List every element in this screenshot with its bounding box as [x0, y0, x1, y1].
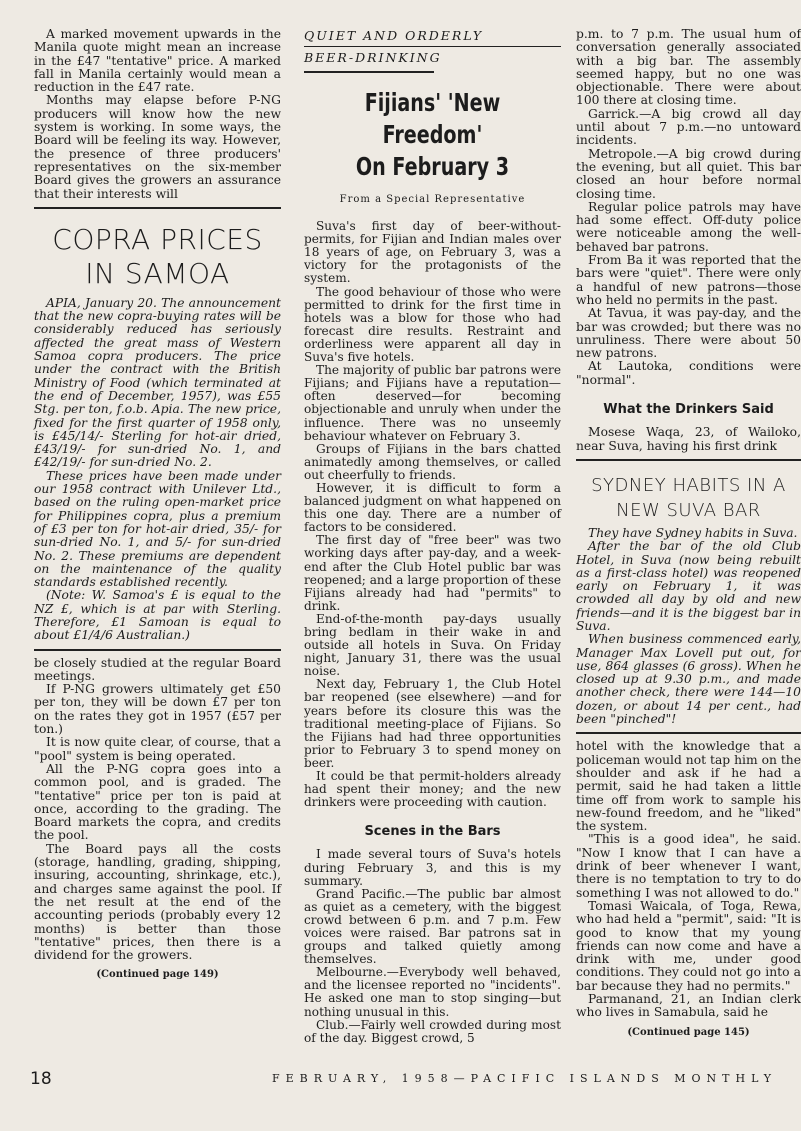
copra-paragraph: These prices have been made under our 1958 contract with Unilever Ltd., based on the ruling open-market price for Philippines copra, plus a premium of £3 per ton for hot-air dried, 35/- for sun-dried No. 1, and 5/- for sun-dried No. 2. These premiums are dependent on the maintenance of the quality standards established recently. — [34, 468, 281, 590]
headline-line-2: On February 3 — [355, 152, 510, 181]
body-paragraph: At Lautoka, conditions were "normal". — [576, 359, 801, 387]
body-paragraph: Grand Pacific.—The public bar almost as quiet as a cemetery, with the biggest crowd between 6 p.m. and 7 p.m. Few voices were raised. Bar patrons sat in groups and talked quietly among themselves. — [304, 886, 561, 967]
body-paragraph: p.m. to 7 p.m. The usual hum of conversation generally associated with a big bar. The assembly seemed happy, but no one was objectionable. There were about 100 there at closing time. — [576, 28, 801, 108]
body-paragraph: Tomasi Waicala, of Toga, Rewa, who had held a "permit", said: "It is good to know that my young friends can now come and have a drink with me, under good conditions. They could not go into a bar because they had no permits." — [576, 898, 801, 993]
rule — [34, 649, 281, 651]
body-paragraph: Melbourne.—Everybody well behaved, and the licensee reported no "incidents". He asked one man to stop singing—but nothing unusual in this. — [304, 965, 561, 1019]
body-paragraph: End-of-the-month pay-days usually bring bedlam in their wake in and outside all hotels in Suva. On Friday night, January 31, there was the usual noise. — [304, 611, 561, 679]
column-right — [576, 28, 801, 1039]
copra-headline: COPRA PRICES IN SAMOA — [52, 222, 263, 290]
body-paragraph: It is now quite clear, of course, that a "pool" system is being operated. — [34, 735, 281, 763]
article-headline — [323, 87, 541, 183]
rule — [576, 459, 801, 461]
kicker-line-2: BEER-DRINKING — [304, 50, 442, 65]
body-paragraph: Next day, February 1, the Club Hotel bar reopened (see elsewhere) —and for years before its closure this was the traditional meeting-place of Fijians. So the Fijians had had three opportunities prior to February 3 to spend money on beer. — [304, 677, 561, 770]
rule — [576, 732, 801, 734]
rule — [304, 71, 434, 73]
body-paragraph: Garrick.—A big crowd all day until about 7 p.m.—no untoward incidents. — [576, 106, 801, 148]
kicker-line-1: QUIET AND ORDERLY — [304, 28, 484, 43]
body-paragraph: be closely studied at the regular Board meetings. — [34, 655, 281, 683]
section-subhead: Scenes in the Bars — [364, 824, 501, 840]
body-paragraph: Mosese Waqa, 23, of Wailoko, near Suva, having his first drink — [576, 425, 801, 453]
body-paragraph: Parmanand, 21, an Indian clerk who lives in Samabula, said he — [576, 992, 801, 1020]
page-footer — [30, 1069, 801, 1096]
body-paragraph: However, it is difficult to form a balanced judgment on what happened on this one day. There are a number of factors to be considered. — [304, 480, 561, 535]
body-paragraph: The first day of "free beer" was two working days after pay-day, and a week-end after the Club Hotel public bar was reopened; and a large proportion of these Fijians already had had "permits" to drink. — [304, 533, 561, 613]
body-paragraph: "This is a good idea", he said. "Now I know that I can have a drink of beer whenever I want, there is no temptation to try to do something I was not allowed to do." — [576, 832, 801, 900]
body-paragraph: If P-NG growers ultimately get £50 per ton, they will be down £7 per ton on the rates they got in 1957 (£57 per ton.) — [34, 682, 281, 737]
continued-note: (Continued page 145) — [627, 1026, 750, 1038]
body-paragraph: Club.—Fairly well crowded during most of the day. Biggest crowd, 5 — [304, 1017, 561, 1045]
page-number: 18 — [30, 1069, 52, 1089]
copra-note: (Note: W. Samoa's £ is equal to the NZ £, which is at par with Sterling. Therefore, £1 Samoan is equal to about £1/4/6 Australian.) — [34, 588, 281, 643]
body-paragraph: hotel with the knowledge that a policeman would not tap him on the shoulder and ask if he had a permit, said he had taken a little time off from work to sample his new-found freedom, and he "liked" the system. — [576, 739, 801, 834]
body-paragraph: Metropole.—A big crowd during the evening, but all quiet. This bar closed an hour before normal closing time. — [576, 146, 801, 201]
body-paragraph: The majority of public bar patrons were Fijians; and Fijians have a reputation—often deserved—for becoming objectionable and unruly when under the influence. There was no unseemly behaviour whatever on February 3. — [304, 363, 561, 443]
body-paragraph: Regular police patrols may have had some effect. Off-duty police were noticeable among the well-behaved bar patrons. — [576, 199, 801, 254]
column-middle — [304, 28, 561, 1045]
body-paragraph: The Board pays all the costs (storage, handling, grading, shipping, insuring, accounting, shrinkage, etc.), and charges same against the pool. If the net result at the end of the accounting periods (probably every 12 months) is better than those "tentative" prices, then there is a dividend for the growers. — [34, 841, 281, 963]
body-paragraph: The good behaviour of those who were permitted to drink for the first time in hotels was a blow for those who had forecast dire results. Restraint and orderliness were apparent all day in Suva's five hotels. — [304, 284, 561, 365]
copra-paragraph: APIA, January 20. The announcement that the new copra-buying rates will be considerably reduced has seriously affected the great mass of Western Samoa copra producers. The price under the contract with the British Ministry of Food (which terminated at the end of December, 1957), was £55 Stg. per ton, f.o.b. Apia. The new price, fixed for the first quarter of 1958 only, is £45/14/- Sterling for hot-air dried, £43/19/- for sun-dried No. 1, and £42/19/- for sun-dried No. 2. — [34, 295, 281, 470]
publication-line: FEBRUARY, 1958—PACIFIC ISLANDS MONTHLY — [272, 1072, 777, 1085]
sydney-paragraph: After the bar of the old Club Hotel, in Suva (now being rebuilt as a first-class hotel) was reopened early on February 1, it was crowded all day by old and new friends—and it is the biggest bar in Suva. — [576, 539, 801, 633]
column-left — [34, 28, 281, 982]
section-subhead: What the Drinkers Said — [603, 402, 774, 418]
continued-note: (Continued page 149) — [96, 969, 219, 981]
body-paragraph: From Ba it was reported that the bars were "quiet". There were only a handful of new patrons—those who held no permits in the past. — [576, 253, 801, 307]
rule — [304, 46, 561, 47]
body-paragraph: It could be that permit-holders already had spent their money; and the new drinkers were proceeding with caution. — [304, 769, 561, 810]
sydney-paragraph: They have Sydney habits in Suva. — [588, 525, 798, 540]
body-paragraph: At Tavua, it was pay-day, and the bar was crowded; but there was no unruliness. There were about 50 new patrons. — [576, 306, 801, 361]
body-paragraph: I made several tours of Suva's hotels during February 3, and this is my summary. — [304, 847, 561, 888]
byline: From a Special Representative — [339, 194, 526, 205]
body-paragraph: Suva's first day of beer-without-permits, for Fijian and Indian males over 18 years of age, on February 3, was a victory for the protagonists of the system. — [304, 219, 561, 286]
sydney-paragraph: When business commenced early, Manager Max Lovell put out, for use, 864 glasses (6 gross). When he closed up at 9.30 p.m., and made another check, there were 144—10 dozen, or about 14 per cent., had been "pinched"! — [576, 632, 801, 727]
sydney-headline: SYDNEY HABITS IN A NEW SUVA BAR — [591, 474, 786, 521]
body-paragraph: All the P-NG copra goes into a common pool, and is graded. The "tentative" price per ton is paid at once, according to the grading. The Board markets the copra, and credits the pool. — [34, 761, 281, 843]
body-paragraph: Groups of Fijians in the bars chatted animatedly among themselves, or called out cheerfully to friends. — [304, 441, 561, 482]
rule — [34, 207, 281, 209]
body-paragraph: A marked movement upwards in the Manila quote might mean an increase in the £47 "tentative" price. A marked fall in Manila certainly would mean a reduction in the £47 rate. — [34, 27, 281, 95]
headline-line-1: Fijians' 'New Freedom' — [364, 88, 501, 149]
body-paragraph: Months may elapse before P-NG producers will know how the new system is working. In some ways, the Board will be feeling its way. However, the presence of three producers' representatives on the six-member Board gives the growers an assurance that their interests will — [34, 93, 281, 201]
